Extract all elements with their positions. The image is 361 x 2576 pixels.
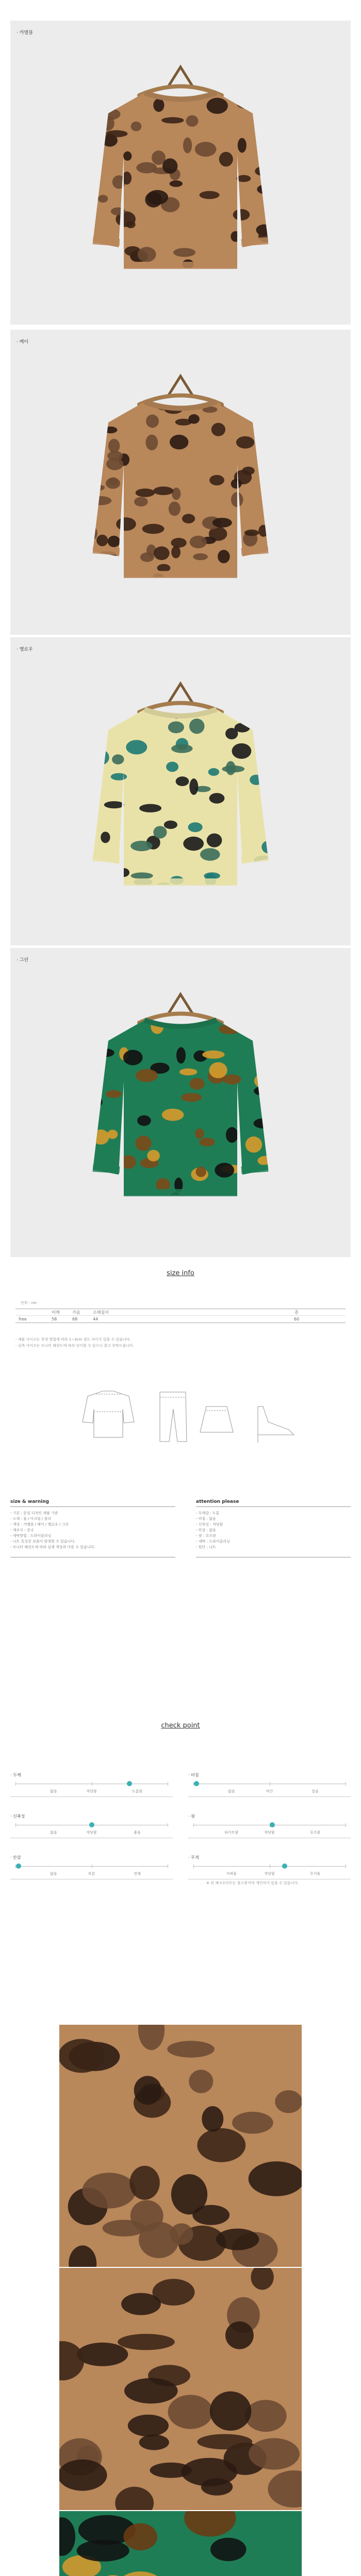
size-cell: 68 — [72, 1317, 78, 1321]
list-item: - 소재 : 울 / 아크릴 / 폴리 — [10, 1517, 52, 1521]
sweater-image — [83, 366, 278, 592]
scale-tick — [193, 1823, 194, 1827]
scale-tick — [15, 1782, 16, 1786]
size-header-cell: 소매길이 — [93, 1310, 109, 1315]
scale-label: 얇음 — [50, 1789, 57, 1793]
size-note-1: - 제품 사이즈는 측정 방법에 따라 1~3cm 정도 차이가 있을 수 있습니다. — [15, 1337, 131, 1342]
list-item: - 핏 : 루즈핏 — [196, 1534, 216, 1538]
attention-list — [196, 1511, 230, 1550]
color-label: · 옐로우 — [17, 647, 33, 652]
knit-texture — [59, 2268, 302, 2510]
scale-label: 적당함 — [86, 1831, 97, 1835]
scale-tick — [15, 1823, 16, 1827]
size-cell: 58 — [52, 1317, 57, 1321]
size-cell: free — [19, 1317, 27, 1321]
size-header-cell: 어깨 — [52, 1310, 60, 1315]
list-item: - 두께감 : 도톰 — [196, 1511, 220, 1515]
table-row — [15, 1316, 346, 1323]
check-point-item — [188, 1814, 351, 1838]
check-point-label: · 무게 — [188, 1855, 199, 1860]
sweater-photo — [83, 673, 278, 902]
detail-closeup-image — [59, 2268, 302, 2510]
check-point-label: · 신축성 — [10, 1814, 25, 1819]
check-point-item — [10, 1814, 173, 1838]
list-item: - 신축성 : 적당함 — [196, 1522, 223, 1527]
list-item: - 제조국 : 중국 — [10, 1528, 34, 1532]
knit-texture — [59, 2511, 302, 2576]
check-point-item — [10, 1855, 173, 1879]
scale-label: 가벼움 — [226, 1872, 237, 1876]
check-point-label: · 두께 — [10, 1773, 21, 1777]
sweater-image — [83, 673, 278, 900]
scale-tick — [193, 1865, 194, 1868]
color-label: · 베이 — [17, 340, 29, 345]
scale-label: 없음 — [50, 1872, 57, 1876]
detail-closeup-image — [59, 2025, 302, 2267]
size-note-2: - 실측 사이즈는 모니터 해상도에 따라 상이할 수 있으니 참고 부탁드립니다. — [15, 1344, 134, 1348]
scale-label: 좋음 — [134, 1831, 141, 1835]
product-photo-panel — [10, 21, 351, 325]
scale-label: 도톰함 — [132, 1789, 143, 1793]
attention-title: attention please — [196, 1499, 239, 1504]
list-item: - 니트 특성상 보풀이 발생할 수 있습니다. — [10, 1539, 76, 1544]
scale-indicator — [16, 1863, 21, 1869]
detail-closeup-image — [59, 2511, 302, 2576]
list-item: - 모니터 해상도에 따라 실제 색상과 다를 수 있습니다. — [10, 1545, 95, 1549]
size-unit-label: 단위 : cm — [21, 1301, 37, 1305]
size-cell: 44 — [93, 1317, 99, 1321]
check-point-title: check point — [161, 1722, 200, 1730]
scale-indicator — [194, 1781, 199, 1786]
check-point-item — [188, 1855, 351, 1879]
scale-indicator — [282, 1863, 287, 1869]
color-label: · 카멜블 — [17, 30, 33, 36]
sweater-photo — [83, 984, 278, 1213]
scale-label: 타이트함 — [224, 1831, 239, 1835]
scale-label: 있음 — [311, 1789, 319, 1793]
scale-label: 전체 — [134, 1872, 141, 1876]
scale-label: 없음 — [227, 1789, 235, 1793]
color-label: · 그린 — [17, 958, 29, 963]
scale-label: 부분 — [88, 1872, 95, 1876]
list-item: - 안감 : 없음 — [196, 1528, 216, 1532]
scale-indicator — [127, 1781, 132, 1786]
size-cell: 60 — [293, 1317, 300, 1321]
check-point-note: ※ 위 체크포인트는 참고용이며 개인차가 있을 수 있습니다. — [206, 1881, 299, 1885]
product-photo-panel — [10, 637, 351, 945]
sweater-photo — [83, 366, 278, 595]
size-warning-list — [10, 1511, 95, 1550]
shoe-measure-icon — [258, 1406, 294, 1443]
pants-measure-icon — [160, 1392, 187, 1442]
scale-label: 적당함 — [264, 1831, 275, 1835]
knit-texture — [59, 2025, 302, 2267]
measurement-illustrations — [52, 1386, 320, 1448]
check-point-item — [10, 1772, 173, 1797]
scale-label: 없음 — [50, 1831, 57, 1835]
size-info-title: size info — [167, 1269, 194, 1277]
check-point-label: · 비침 — [188, 1773, 199, 1777]
list-item: - 세탁 : 드라이클리닝 — [196, 1539, 230, 1544]
size-table-header — [15, 1309, 346, 1316]
size-warning-title: size & warning — [10, 1499, 50, 1504]
skirt-measure-icon — [200, 1406, 233, 1432]
list-item: - 비침 : 없음 — [196, 1517, 216, 1521]
size-header-cell: 총 — [294, 1310, 299, 1315]
size-header-cell: 가슴 — [72, 1310, 80, 1315]
list-item: - 원단 : 니트 — [196, 1545, 216, 1549]
list-item: - 색상 : 카멜블 / 베이 / 옐로우 / 그린 — [10, 1522, 69, 1527]
sweater-photo — [83, 57, 278, 285]
size-table — [15, 1309, 346, 1323]
scale-label: 약간 — [266, 1789, 273, 1793]
scale-label: 무거움 — [309, 1872, 321, 1876]
scale-label: 루즈함 — [309, 1831, 321, 1835]
check-point-label: · 안감 — [10, 1855, 21, 1860]
scale-label: 적당함 — [86, 1789, 97, 1793]
list-item: - 세탁방법 : 드라이클리닝 — [10, 1534, 52, 1538]
list-item: - 기본 : 동일 디자인 제품 기준 — [10, 1511, 58, 1515]
top-measure-icon — [83, 1391, 134, 1437]
scale-label: 적당함 — [264, 1872, 275, 1876]
product-photo-panel — [10, 330, 351, 635]
divider — [10, 1506, 175, 1507]
product-photo-panel — [10, 948, 351, 1257]
scale-indicator — [89, 1822, 94, 1827]
divider — [196, 1506, 351, 1507]
sweater-image — [83, 984, 278, 1211]
check-point-item — [188, 1772, 351, 1797]
check-point-label: · 핏 — [188, 1814, 195, 1819]
sweater-image — [83, 57, 278, 283]
scale-indicator — [270, 1822, 275, 1827]
